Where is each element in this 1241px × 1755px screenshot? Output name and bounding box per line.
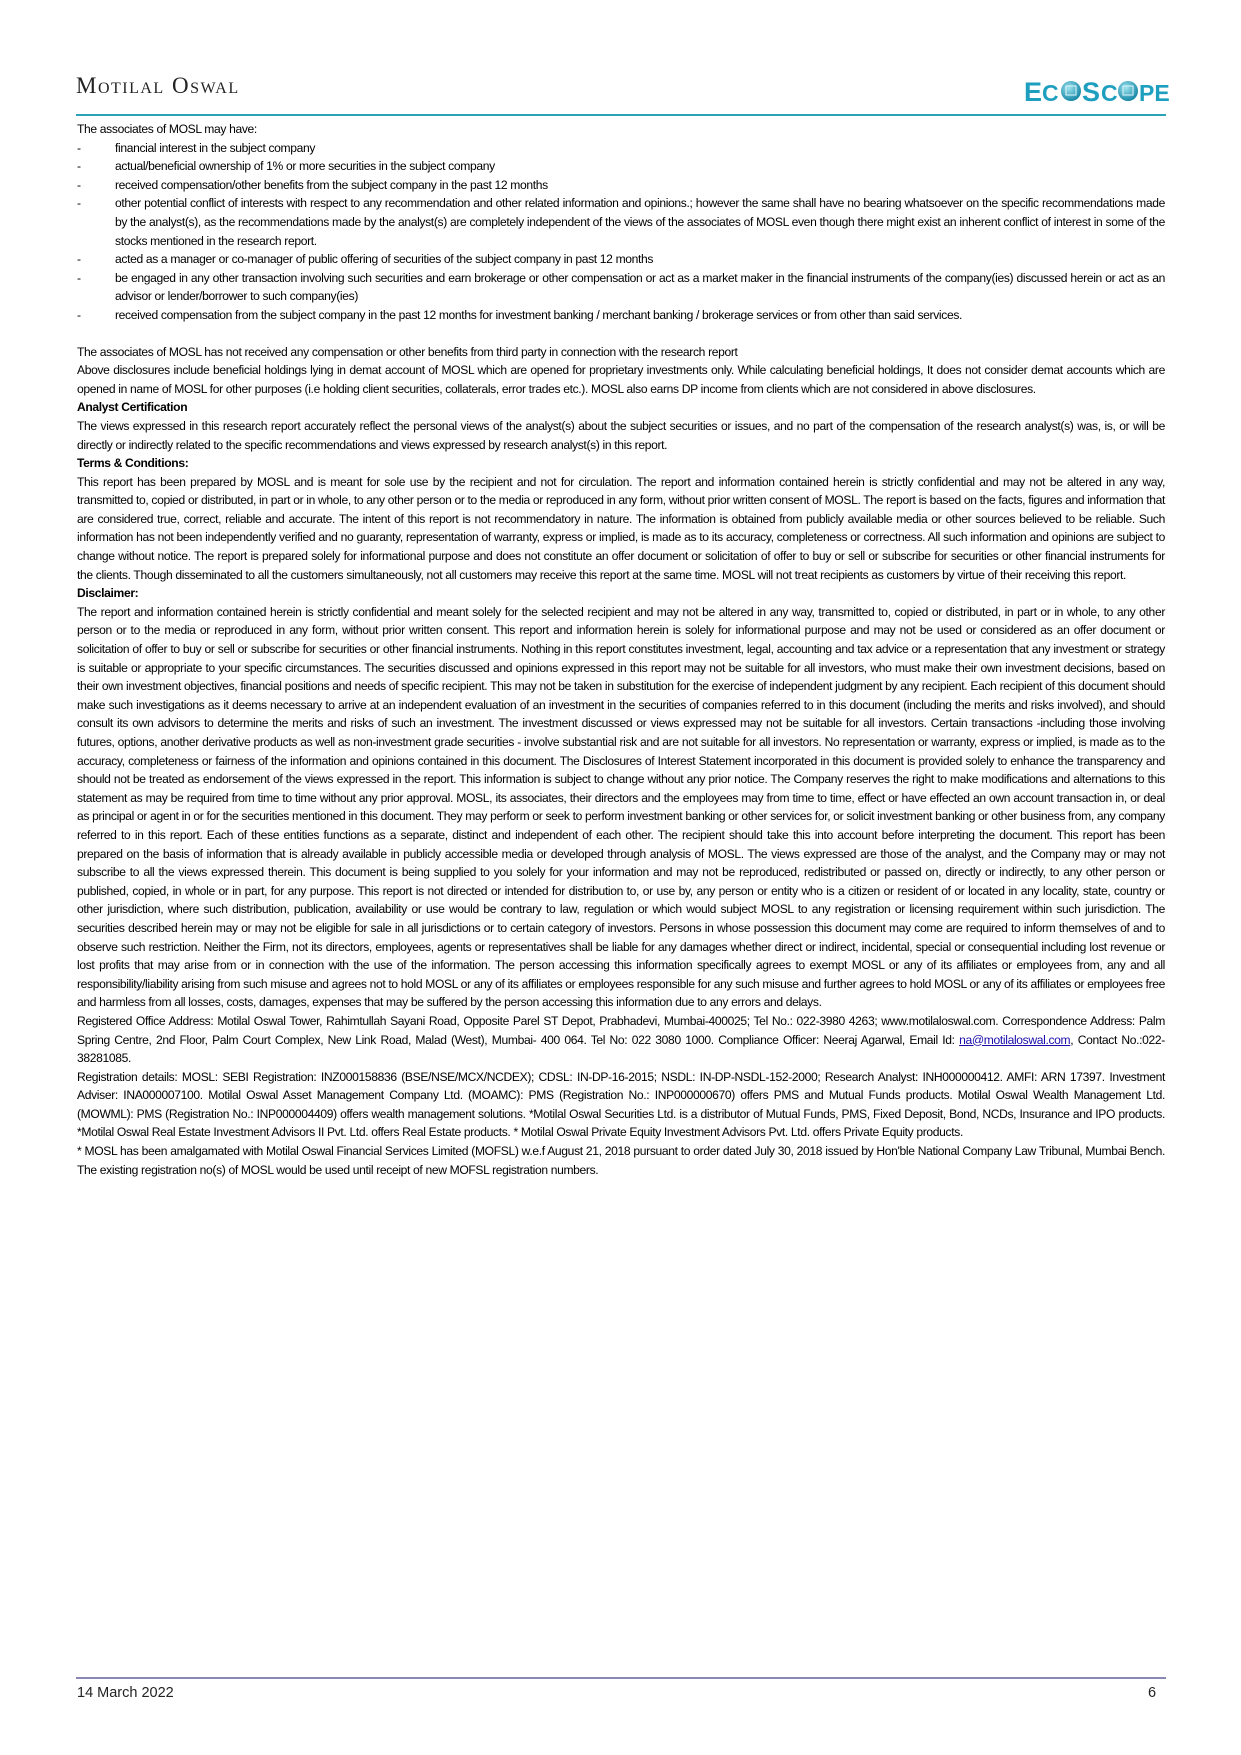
analyst-certification-text: The views expressed in this research report accurately reflect the personal views of the analyst(s) about the subject securities or issues, and no part of the compensation of the research analyst(s) was, is, or will be directly or indirectly related to the specific recommendations and views expressed by research analyst(s) in this report. xyxy=(77,418,1165,452)
list-item: - acted as a manager or co-manager of public offering of securities of the subject company in past 12 months xyxy=(77,250,1165,269)
bullet-dash: - xyxy=(77,159,81,174)
list-item: - received compensation/other benefits from the subject company in the past 12 months xyxy=(77,176,1165,195)
footer-date: 14 March 2022 xyxy=(77,1685,174,1701)
page-number: 6 xyxy=(1148,1685,1157,1701)
list-item: - financial interest in the subject company xyxy=(77,139,1165,158)
disclaimer-heading: Disclaimer: xyxy=(77,586,139,601)
svg-text:S: S xyxy=(1082,77,1101,107)
associates-intro: The associates of MOSL may have: xyxy=(77,122,257,136)
svg-text:C: C xyxy=(1101,80,1118,106)
address-paragraph: Registered Office Address: Motilal Oswal Tower, Rahimtullah Sayani Road, Opposite Parel ST Depot, Prabhadevi, Mumbai-400025; Tel No.: 022-3980 4263; www.motilaloswal.com. Correspondence Address: Palm Spring Centre, 2nd Floor, Palm Court Complex, New Link Road, Malad (West), Mumbai- 400 064. Tel No: 022 3080 1000. Compliance Officer: Neeraj Agarwal, Email Id: na@motilaloswal.com, Contact No.:022-38281085. xyxy=(77,1013,1165,1066)
svg-text:C: C xyxy=(1042,80,1059,106)
ecoscope-logo xyxy=(976,70,1176,110)
svg-text:PE: PE xyxy=(1139,80,1170,106)
bullet-dash: - xyxy=(77,270,81,285)
list-item: - other potential conflict of interests with respect to any recommendation and other related information and opinions.; however the same shall have no bearing whatsoever on the specific recommendations made by the analyst(s), as the recommendations made by the analyst(s) are completely independent of the views of the associates of MOSL even though there might exist an inherent conflict of interest in some of the stocks mentioned in the research report. xyxy=(77,194,1165,250)
brand-logo-text: Motilal Oswal xyxy=(76,73,240,98)
terms-text: This report has been prepared by MOSL and is meant for sole use by the recipient and not for circulation. The report and information contained herein is strictly confidential and may not be altered in any way, transmitted to, copied or distributed, in part or in whole, to any other person or to the media or reproduced in any form, without prior written consent of MOSL. The report is based on the facts, figures and information that are considered true, correct, reliable and accurate. The intent of this report is not recommendatory in nature. The information is obtained from publicly available media or other sources believed to be reliable. Such information has not been independently verified and no guaranty, representation of warranty, express or implied, is made as to its accuracy, completeness or correctness. All such information and opinions are subject to change without notice. The report is prepared solely for informational purpose and does not constitute an offer document or solicitation of offer to buy or sell or subscribe for securities or other financial instruments for the clients. Though disseminated to all the customers simultaneously, not all customers may receive this report at the same time. MOSL will not treat recipients as customers by virtue of their receiving this report. xyxy=(77,474,1165,582)
analyst-certification-heading: Analyst Certification xyxy=(77,400,188,415)
disclosures-paragraph: Above disclosures include beneficial holdings lying in demat account of MOSL which are opened for proprietary investments only. While calculating beneficial holdings, It does not consider demat accounts which are opened in name of MOSL for other purposes (i.e holding client securities, collaterals, error trades etc.). MOSL also earns DP income from clients which are not considered in above disclosures. xyxy=(77,363,1165,396)
compliance-email-link[interactable]: na@motilaloswal.com xyxy=(959,1032,1071,1047)
bullet-dash: - xyxy=(77,140,81,155)
list-item: - received compensation from the subject company in the past 12 months for investment banking / merchant banking / brokerage services or from other than said services. xyxy=(77,306,1165,325)
disclaimer-text: The report and information contained herein is strictly confidential and meant solely for the selected recipient and may not be altered in any way, transmitted to, copied or distributed, in part or in whole, to any other person or to the media or reproduced in any form, without prior written consent. This report and information herein is solely for informational purpose and may not be used or considered as an offer document or solicitation of offer to buy or sell or subscribe for securities or other financial instruments. Nothing in this report constitutes investment, legal, accounting and tax advice or a representation that any investment or strategy is suitable or appropriate to your specific circumstances. The securities discussed and opinions expressed in this report may not be suitable for all investors, who must make their own investment decisions, based on their own investment objectives, financial positions and needs of specific recipient. This may not be taken in substitution for the exercise of independent judgment by any recipient. Each recipient of this document should make such investigations as it deems necessary to arrive at an independent evaluation of an investment in the securities of companies referred to in this document (including the merits and risks involved), and should consult its own advisors to determine the merits and risks of such an investment. The investment discussed or views expressed may not be suitable for all investors. Certain transactions -including those involving futures, options, another derivative products as well as non-investment grade securities - involve substantial risk and are not suitable for all investors. No representation or warranty, express or implied, is made as to the accuracy, completeness or fairness of the information and opinions contained in this document. The Disclosures of Interest Statement incorporated in this document is provided solely to enhance the transparency and should not be treated as endorsement of the views expressed in the report. This information is subject to change without any prior notice. The Company reserves the right to make modifications and alternations to this statement as may be required from time to time without any prior approval. MOSL, its associates, their directors and the employees may from time to time, effect or have effected an own account transaction in, or deal as principal or agent in or for the securities mentioned in this document. They may perform or seek to perform investment banking or other services for, or solicit investment banking or other business from, any company referred to in this report. Each of these entities functions as a separate, distinct and independent of each other. The recipient should take this into account before interpreting the document. This report has been prepared on the basis of information that is already available in publicly accessible media or developed through analysis of MOSL. The views expressed are those of the analyst, and the Company may or may not subscribe to all the views expressed therein. This document is being supplied to you solely for your information and may not be reproduced, redistributed or passed on, directly or indirectly, to any other person or published, copied, in whole or in part, for any purpose. This report is not directed or intended for distribution to, or use by, any person or entity who is a citizen or resident of or located in any locality, state, country or other jurisdiction, where such distribution, publication, availability or use would be contrary to law, regulation or which would subject MOSL to any registration or licensing requirement within such jurisdiction. The securities described herein may or may not be eligible for sale in all jurisdictions or to certain category of investors. Persons in whose possession this document may come are required to inform themselves of and to observe such restriction. Neither the Firm, not its directors, employees, agents or representatives shall be liable for any damages whether direct or indirect, incidental, special or consequential including lost revenue or lost profits that may arise from or in connection with the use of the information. The person accessing this information specifically agrees to exempt MOSL or any of its affiliates or employees from, any and all responsibility/liability arising from such misuse and agrees not to hold MOSL or any of its affiliates or employees responsible for any such misuse and further agrees to hold MOSL or any of its affiliates or employees free and harmless from all losses, costs, damages, expenses that may be suffered by the person accessing this information due to any errors and delays. xyxy=(77,604,1165,1010)
bullet-dash: - xyxy=(77,196,81,211)
list-item: - actual/beneficial ownership of 1% or more securities in the subject company xyxy=(77,157,1165,176)
svg-text:E: E xyxy=(1024,77,1043,107)
bullet-dash: - xyxy=(77,307,81,322)
registration-details: Registration details: MOSL: SEBI Registration: INZ000158836 (BSE/NSE/MCX/NCDEX); CDSL: IN-DP-16-2015; NSDL: IN-DP-NSDL-152-2000; Research Analyst: INH000000412. AMFI: ARN 17397. Investment Adviser: INA000007100. Motilal Oswal Asset Management Company Ltd. (MOAMC): PMS (Registration No.: INP000000670) offers PMS and Mutual Funds products. Motilal Oswal Wealth Management Ltd. (MOWML): PMS (Registration No.: INP000004409) offers wealth management solutions. *Motilal Oswal Securities Ltd. is a distributor of Mutual Funds, PMS, Fixed Deposit, Bond, NCDs, Insurance and IPO products. *Motilal Oswal Real Estate Investment Advisors II Pvt. Ltd. offers Real Estate products. * Motilal Oswal Private Equity Investment Advisors Pvt. Ltd. offers Private Equity products. xyxy=(77,1069,1165,1140)
terms-heading: Terms & Conditions: xyxy=(77,456,189,471)
list-item: - be engaged in any other transaction involving such securities and earn brokerage or other compensation or act as a market maker in the financial instruments of the company(ies) discussed herein or act as an advisor or lender/borrower to such company(ies) xyxy=(77,269,1165,306)
bullet-dash: - xyxy=(77,177,81,192)
third-party-statement: The associates of MOSL has not received any compensation or other benefits from third party in connection with the research report xyxy=(77,344,738,359)
footer-divider xyxy=(76,1677,1166,1679)
bullet-dash: - xyxy=(77,252,81,267)
header-divider xyxy=(76,114,1166,116)
document-body xyxy=(77,120,1165,1179)
amalgamation-note: * MOSL has been amalgamated with Motilal Oswal Financial Services Limited (MOFSL) w.e.f August 21, 2018 pursuant to order dated July 30, 2018 issued by Hon'ble National Company Law Tribunal, Mumbai Bench. The existing registration no(s) of MOSL would be used until receipt of new MOFSL registration numbers. xyxy=(77,1144,1165,1177)
